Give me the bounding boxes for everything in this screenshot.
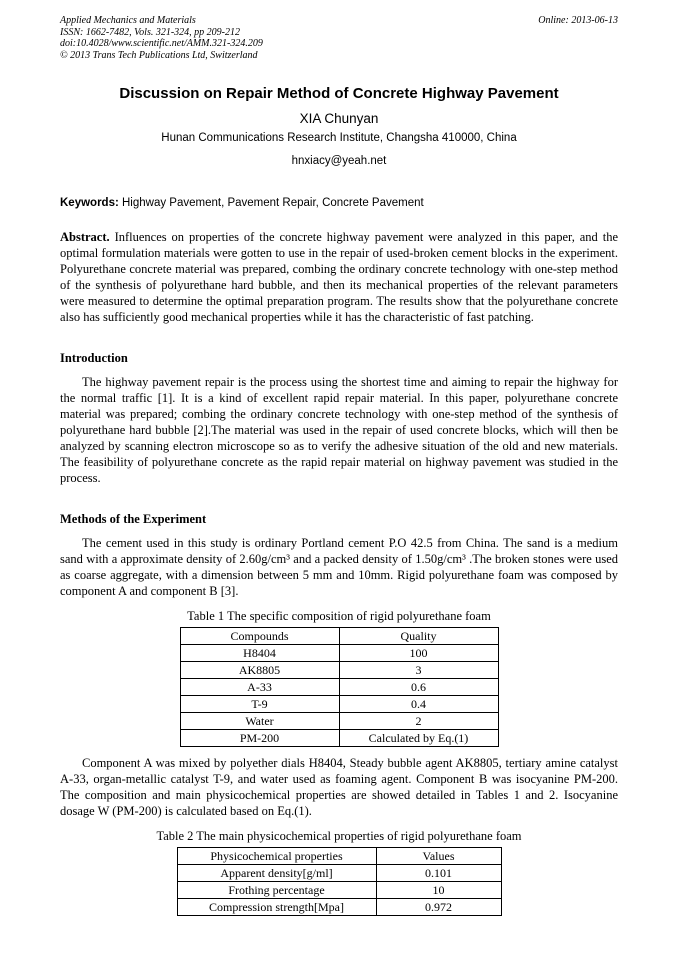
issn-line: ISSN: 1662-7482, Vols. 321-324, pp 209-212 [60, 26, 240, 38]
table-cell: 2 [339, 713, 498, 730]
table-cell: 10 [376, 882, 501, 899]
author-email: hnxiacy@yeah.net [291, 155, 387, 167]
methods-paragraph: The cement used in this study is ordinary Portland cement P.O 42.5 from China. The sand is a medium sand with a approximate density of 2.60g/cm³ and a packed density of 1.50g/cm³ .The broken stones were used as coarse aggregate, with a dimension between 5 mm and 10mm. Rigid polyurethane foam was composed by component A and component B [3]. [60, 536, 618, 598]
table-cell: 0.972 [376, 899, 501, 916]
table-row [180, 713, 498, 730]
table-1-caption: Table 1 The specific composition of rigid polyurethane foam [187, 609, 491, 623]
table-row [180, 679, 498, 696]
table-cell: 100 [339, 645, 498, 662]
table-row [177, 865, 501, 882]
table-cell: 0.4 [339, 696, 498, 713]
table-header-cell: Values [376, 848, 501, 865]
table-row [180, 662, 498, 679]
online-date: Online: 2013-06-13 [538, 15, 618, 26]
table-header-cell: Quality [339, 628, 498, 645]
abstract-paragraph [60, 229, 618, 325]
table-cell: 3 [339, 662, 498, 679]
table-1 [180, 627, 499, 747]
abstract-label: Abstract. [60, 230, 110, 244]
table-cell: AK8805 [180, 662, 339, 679]
section-heading-introduction: Introduction [60, 351, 128, 365]
doi-line: doi:10.4028/www.scientific.net/AMM.321-324.209 [60, 38, 263, 49]
table-cell: Frothing percentage [177, 882, 376, 899]
abstract-text: Influences on properties of the concrete highway pavement were analyzed in this paper, and the optimal formulation materials were gotten to use in the repair of used-broken cement blocks in the experiment. Polyurethane concrete material was prepared, combing the ordinary concrete technology with one-step method of the synthesis of polyurethane hard bubble, and then its mechanical properties of the relevant parameters were measured to determine the optimal preparation program. The results show that the polyurethane concrete also has sufficiently good mechanical properties while it has the characteristic of fast patching. [60, 230, 618, 324]
table-2-caption: Table 2 The main physicochemical properties of rigid polyurethane foam [156, 829, 522, 843]
table-row [177, 899, 501, 916]
keywords-label: Keywords: [60, 197, 119, 209]
table-row [180, 645, 498, 662]
table-row [177, 848, 501, 865]
table-cell: Water [180, 713, 339, 730]
table-cell: PM-200 [180, 730, 339, 747]
section-heading-methods: Methods of the Experiment [60, 512, 207, 526]
table-cell: Compression strength[Mpa] [177, 899, 376, 916]
table-cell: 0.6 [339, 679, 498, 696]
copyright-line: © 2013 Trans Tech Publications Ltd, Switzerland [60, 49, 258, 61]
table-row [180, 696, 498, 713]
table-header-cell: Physicochemical properties [177, 848, 376, 865]
table-cell: 0.101 [376, 865, 501, 882]
author-affiliation: Hunan Communications Research Institute, Changsha 410000, China [161, 132, 517, 144]
table-header-cell: Compounds [180, 628, 339, 645]
journal-info-block [60, 15, 263, 61]
keywords-text: Highway Pavement, Pavement Repair, Concrete Pavement [118, 197, 424, 209]
author-name: XIA Chunyan [299, 111, 379, 126]
keywords-line [60, 197, 618, 209]
paper-title: Discussion on Repair Method of Concrete Highway Pavement [119, 85, 559, 102]
table-cell: A-33 [180, 679, 339, 696]
table-row [180, 730, 498, 747]
table-cell: Calculated by Eq.(1) [339, 730, 498, 747]
introduction-paragraph: The highway pavement repair is the process using the shortest time and aiming to repair the highway for the normal traffic [1]. It is a kind of excellent rapid repair material. In this paper, polyurethane concrete material was prepared; combing the ordinary concrete technology with one-step method of the synthesis of polyurethane hard bubble [2].The material was used in the repair of used concrete blocks, which will then be analyzed by scanning electron microscope so as to verify the adhesive situation of the old and new materials. The feasibility of polyurethane concrete as the rapid repair material on highway pavement was studied in the process. [60, 375, 618, 485]
table-2 [177, 847, 502, 916]
table-cell: T-9 [180, 696, 339, 713]
table-row [177, 882, 501, 899]
table-row [180, 628, 498, 645]
page-header [60, 15, 618, 61]
journal-title: Applied Mechanics and Materials [60, 15, 196, 26]
components-paragraph: Component A was mixed by polyether dials H8404, Steady bubble agent AK8805, tertiary amine catalyst A-33, organ-metallic catalyst T-9, and water used as foaming agent. Component B was isocyanine PM-200. The composition and main physicochemical properties are showed detailed in Tables 1 and 2. Isocyanine dosage W (PM-200) is calculated based on Eq.(1). [60, 756, 618, 818]
table-cell: Apparent density[g/ml] [177, 865, 376, 882]
table-cell: H8404 [180, 645, 339, 662]
